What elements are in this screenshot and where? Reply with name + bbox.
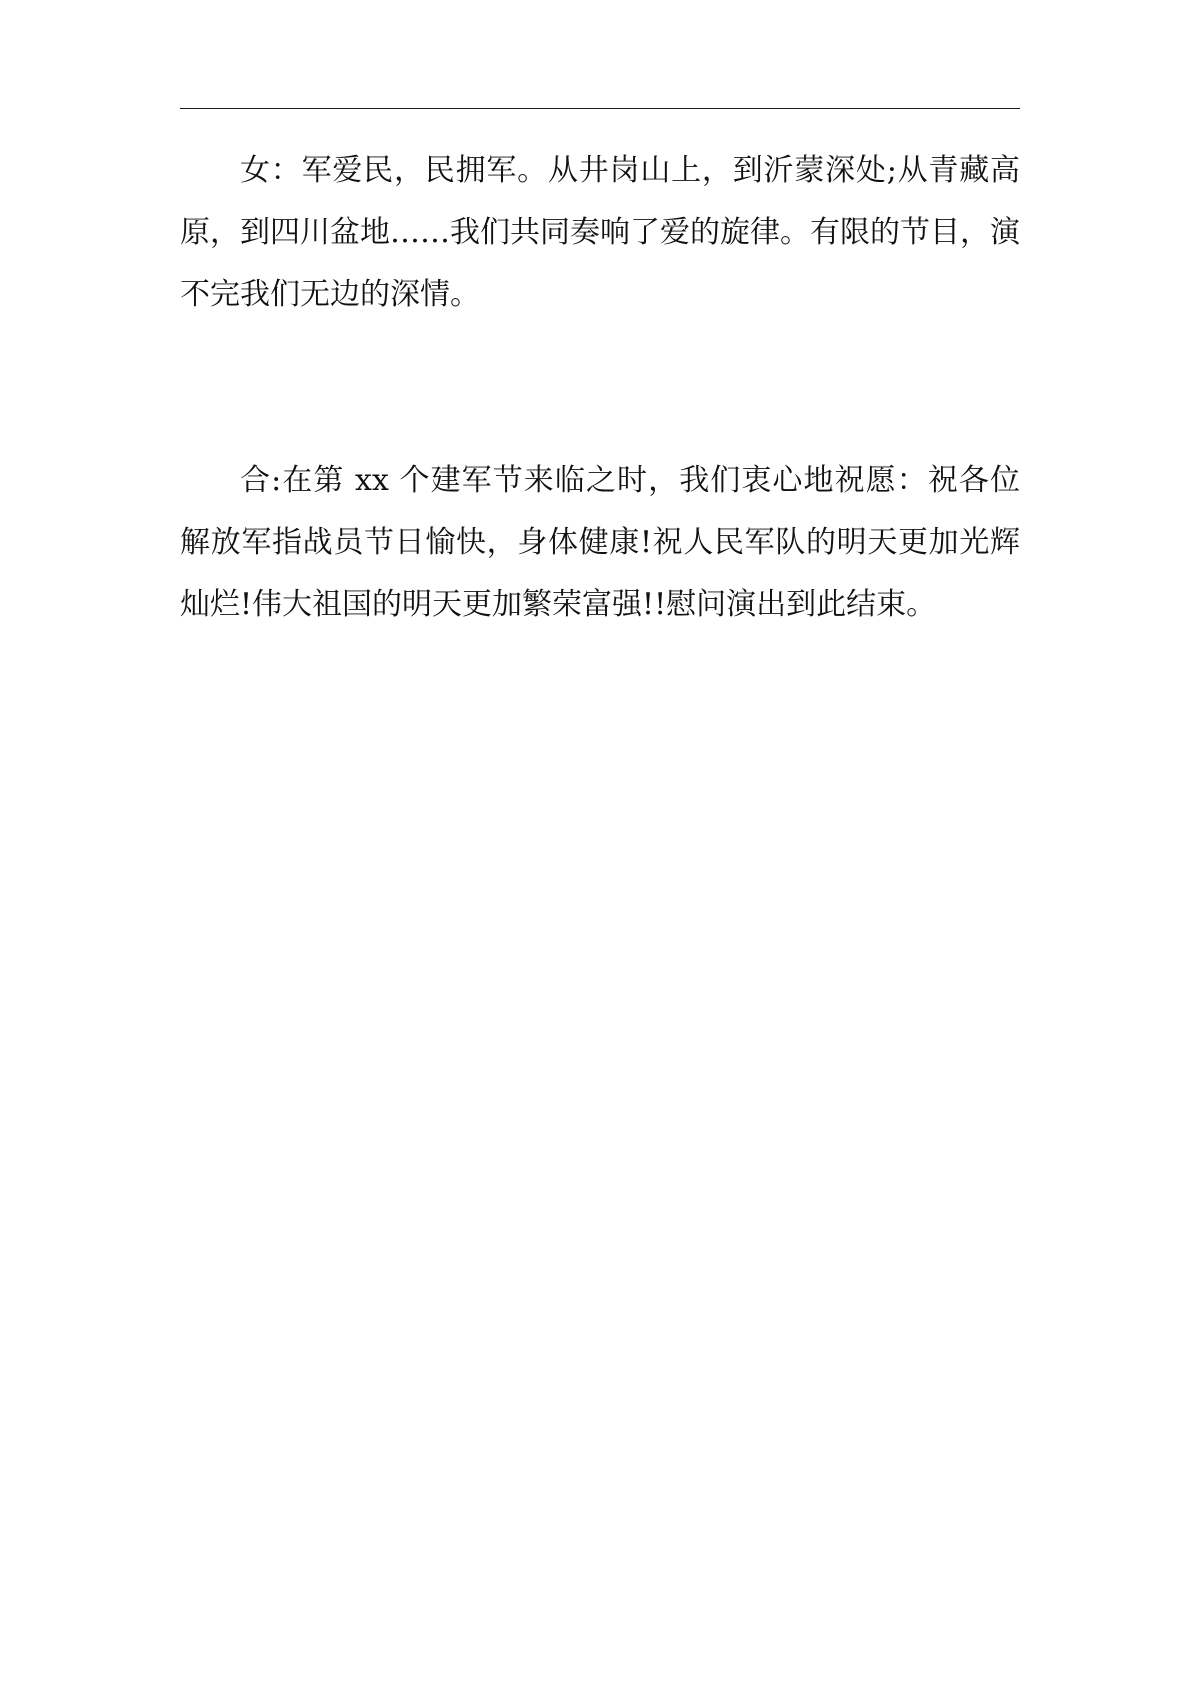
paragraph-female-host: 女：军爱民，民拥军。从井岗山上，到沂蒙深处;从青藏高原，到四川盆地……我们共同奏响了爱的旋律。有限的节目，演不完我们无边的深情。 xyxy=(180,153,1020,312)
paragraph-spacer xyxy=(180,326,1020,450)
document-body xyxy=(180,140,1020,636)
paragraph-chorus: 合:在第 xx 个建军节来临之时，我们衷心地祝愿：祝各位解放军指战员节日愉快，身体健康!祝人民军队的明天更加光辉灿烂!伟大祖国的明天更加繁荣富强!!慰问演出到此结束。 xyxy=(180,463,1020,622)
header-rule xyxy=(180,108,1020,109)
